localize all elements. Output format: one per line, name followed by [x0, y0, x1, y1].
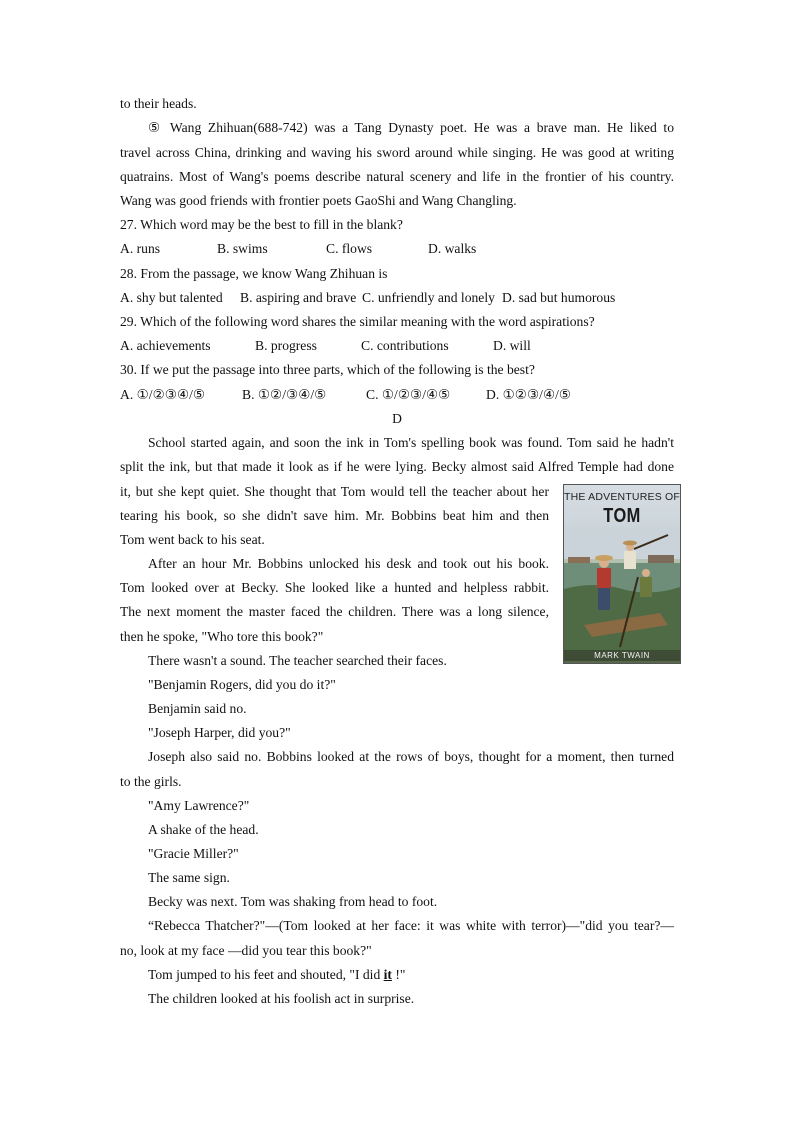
option-d[interactable]: D. sad but humorous — [502, 290, 616, 305]
cover-illustration — [564, 529, 680, 651]
option-c[interactable]: C. ①/②③/④⑤ — [366, 387, 451, 402]
passage-line: The same sign. — [148, 870, 230, 885]
underlined-word: it — [383, 967, 392, 982]
option-c[interactable]: C. flows — [326, 241, 373, 256]
question-stem: 27. Which word may be the best to fill in the blank? — [120, 217, 403, 232]
passage-line: Wang was good friends with frontier poets GaoShi and Wang Changling. — [120, 193, 517, 208]
book-cover-image — [563, 484, 681, 664]
passage-line: tearing his book, so she didn't save him. Mr. Bobbins beat him and then — [120, 508, 549, 523]
option-d[interactable]: D. walks — [428, 241, 477, 256]
passage-line: ⑤ Wang Zhihuan(688-742) was a Tang Dynasty poet. He was a brave man. He liked to — [148, 120, 674, 135]
dialogue-line: "Benjamin Rogers, did you do it?" — [148, 677, 336, 692]
cover-title-line1: THE ADVENTURES OF — [564, 491, 680, 503]
cover-author: MARK TWAIN — [564, 650, 680, 661]
option-c[interactable]: C. contributions — [361, 338, 449, 353]
cover-title-line2: TOM — [603, 505, 641, 527]
dialogue-line: "Joseph Harper, did you?" — [148, 725, 291, 740]
dialogue-line: "Amy Lawrence?" — [148, 798, 250, 813]
passage-line: A shake of the head. — [148, 822, 259, 837]
question-stem: 30. If we put the passage into three parts, which of the following is the best? — [120, 362, 535, 377]
passage-line: to the girls. — [120, 774, 182, 789]
passage-line: travel across China, drinking and waving his sword around while singing. He was good at writing — [120, 145, 674, 160]
option-b[interactable]: B. progress — [255, 338, 317, 353]
text-run: Tom jumped to his feet and shouted, "I did — [148, 967, 384, 982]
question-stem: 28. From the passage, we know Wang Zhihuan is — [120, 266, 388, 281]
passage-line: After an hour Mr. Bobbins unlocked his desk and took out his book. — [148, 556, 549, 571]
passage-line: Tom looked over at Becky. She looked like a hunted and helpless rabbit. — [120, 580, 549, 595]
passage-line: split the ink, but that made it look as if he were lying. Becky almost said Alfred Temple had done — [120, 459, 674, 474]
passage-line: then he spoke, "Who tore this book?" — [120, 629, 324, 644]
option-b[interactable]: B. swims — [217, 241, 268, 256]
dialogue-line: "Gracie Miller?" — [148, 846, 239, 861]
passage-line: Benjamin said no. — [148, 701, 247, 716]
option-d[interactable]: D. will — [493, 338, 531, 353]
passage-line: Tom went back to his seat. — [120, 532, 265, 547]
section-label: D — [392, 411, 402, 426]
dialogue-line: “Rebecca Thatcher?"—(Tom looked at her face: it was white with terror)—"did you tear?— — [148, 918, 674, 933]
option-a[interactable]: A. shy but talented — [120, 290, 223, 305]
passage-line: it, but she kept quiet. She thought that Tom would tell the teacher about her — [120, 484, 549, 499]
passage-line: Becky was next. Tom was shaking from head to foot. — [148, 894, 438, 909]
option-c[interactable]: C. unfriendly and lonely — [362, 290, 495, 305]
option-b[interactable]: B. ①②/③④/⑤ — [242, 387, 327, 402]
passage-line: School started again, and soon the ink in Tom's spelling book was found. Tom said he hadn't — [148, 435, 674, 450]
passage-line: quatrains. Most of Wang's poems describe natural scenery and life in the frontier of his country. — [120, 169, 674, 184]
text-run: !" — [391, 967, 406, 982]
passage-line: There wasn't a sound. The teacher searched their faces. — [148, 653, 447, 668]
passage-line: The children looked at his foolish act in surprise. — [148, 991, 415, 1006]
dialogue-line: no, look at my face —did you tear this book?" — [120, 943, 372, 958]
option-a[interactable]: A. runs — [120, 241, 161, 256]
option-a[interactable]: A. achievements — [120, 338, 211, 353]
option-d[interactable]: D. ①②③/④/⑤ — [486, 387, 572, 402]
passage-line: The next moment the master faced the children. There was a long silence, — [120, 604, 549, 619]
option-b[interactable]: B. aspiring and brave — [240, 290, 357, 305]
dialogue-line — [120, 963, 674, 987]
passage-line: to their heads. — [120, 96, 197, 111]
passage-line: Joseph also said no. Bobbins looked at the rows of boys, thought for a moment, then turned — [148, 749, 674, 764]
question-stem: 29. Which of the following word shares the similar meaning with the word aspirations? — [120, 314, 595, 329]
option-a[interactable]: A. ①/②③④/⑤ — [120, 387, 206, 402]
